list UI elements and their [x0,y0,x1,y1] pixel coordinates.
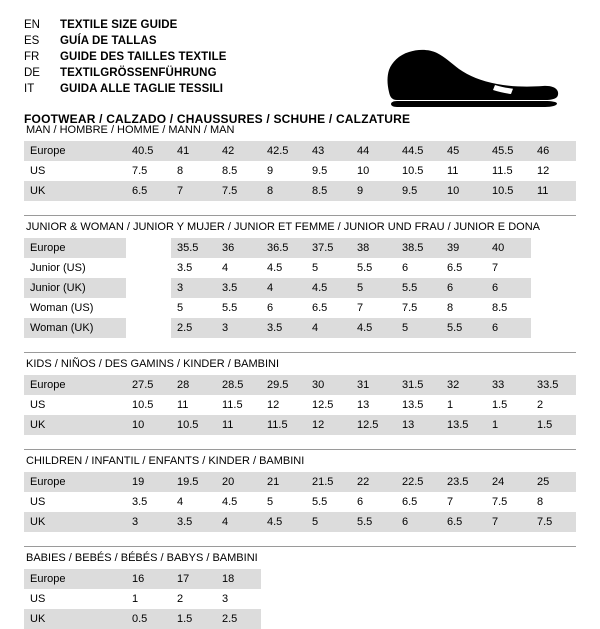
size-cell: 20 [216,472,261,492]
size-cell: 30 [306,375,351,395]
size-cell: 3.5 [216,278,261,298]
size-cell: 37.5 [306,238,351,258]
size-cell: 5 [171,298,216,318]
size-cell: 8 [531,492,576,512]
table-row [24,278,576,298]
footwear-title: FOOTWEAR / CALZADO / CHAUSSURES / SCHUHE / CALZATURE [24,112,411,126]
language-row [24,66,227,82]
size-cell: 7.5 [486,492,531,512]
size-table-body [24,238,576,338]
table-row [24,609,576,629]
size-cell: 7 [486,512,531,532]
size-cell: 36.5 [261,238,306,258]
size-cell: 41 [171,141,216,161]
size-cell: 6.5 [396,492,441,512]
size-cell: 38.5 [396,238,441,258]
size-cell [441,589,486,609]
size-cell: 8.5 [216,161,261,181]
size-cell: 22.5 [396,472,441,492]
size-table [24,375,576,435]
language-code: ES [24,35,40,47]
size-cell: 8.5 [486,298,531,318]
size-cell: 43 [306,141,351,161]
size-cell [126,238,171,258]
size-cell: 38 [351,238,396,258]
row-label: US [24,161,126,181]
size-cell [531,609,576,629]
size-cell: 5.5 [396,278,441,298]
row-label: US [24,492,126,512]
size-cell: 42 [216,141,261,161]
size-cell: 44 [351,141,396,161]
size-cell [306,569,351,589]
row-label: Junior (UK) [24,278,126,298]
row-label: Europe [24,238,126,258]
size-cell [486,609,531,629]
table-row [24,472,576,492]
size-cell: 4.5 [351,318,396,338]
size-cell: 18 [216,569,261,589]
size-cell: 6.5 [441,512,486,532]
size-cell [261,609,306,629]
size-cell: 11 [171,395,216,415]
row-label: Europe [24,141,126,161]
size-cell: 6 [441,278,486,298]
size-cell [531,589,576,609]
size-cell: 12.5 [306,395,351,415]
size-cell [126,318,171,338]
size-cell: 31 [351,375,396,395]
language-title-body [24,18,227,98]
sections-container [24,124,576,629]
size-cell: 6 [396,512,441,532]
size-table [24,569,576,629]
size-cell: 10 [441,181,486,201]
size-cell: 12 [531,161,576,181]
size-cell: 29.5 [261,375,306,395]
size-cell [531,278,576,298]
size-cell: 7.5 [531,512,576,532]
size-cell: 21 [261,472,306,492]
size-cell: 2 [531,395,576,415]
size-table-body [24,569,576,629]
size-cell [126,258,171,278]
table-row [24,181,576,201]
size-cell: 7 [171,181,216,201]
size-cell: 8 [441,298,486,318]
section-title: CHILDREN / INFANTIL / ENFANTS / KINDER / BAMBINI [24,449,576,472]
size-cell [351,589,396,609]
size-cell: 7.5 [396,298,441,318]
table-row [24,375,576,395]
size-cell: 5.5 [216,298,261,318]
size-cell: 24 [486,472,531,492]
size-cell: 8.5 [306,181,351,201]
table-row [24,318,576,338]
size-cell: 27.5 [126,375,171,395]
size-table [24,238,576,338]
size-cell: 10.5 [396,161,441,181]
size-cell: 39 [441,238,486,258]
size-cell: 5 [396,318,441,338]
size-cell: 13 [351,395,396,415]
size-table-body [24,141,576,201]
row-label: Europe [24,569,126,589]
size-cell: 11 [216,415,261,435]
size-cell: 5 [261,492,306,512]
table-row [24,298,576,318]
size-cell: 5 [306,258,351,278]
row-label: Woman (UK) [24,318,126,338]
size-cell: 28 [171,375,216,395]
table-row [24,492,576,512]
size-cell: 12 [261,395,306,415]
row-label: US [24,395,126,415]
size-cell: 7.5 [126,161,171,181]
size-cell: 28.5 [216,375,261,395]
section-title: MAN / HOMBRE / HOMME / MANN / MAN [26,124,235,136]
size-cell: 10 [351,161,396,181]
size-cell: 3 [171,278,216,298]
size-cell: 10.5 [126,395,171,415]
size-cell: 7 [441,492,486,512]
row-label: UK [24,415,126,435]
size-cell: 19.5 [171,472,216,492]
size-cell: 5.5 [351,512,396,532]
language-code: IT [24,83,35,95]
size-cell: 13 [396,415,441,435]
size-cell: 40 [486,238,531,258]
language-row [24,82,227,98]
size-cell [396,569,441,589]
table-row [24,238,576,258]
language-title: TEXTILE SIZE GUIDE [60,19,178,31]
size-cell: 3.5 [261,318,306,338]
section-title: JUNIOR & WOMAN / JUNIOR Y MUJER / JUNIOR ET FEMME / JUNIOR UND FRAU / JUNIOR E DONA [24,215,576,238]
size-section [24,215,576,338]
size-cell: 6 [486,278,531,298]
size-cell [531,258,576,278]
row-label: Europe [24,375,126,395]
size-cell [441,569,486,589]
size-cell: 5.5 [351,258,396,278]
size-table-body [24,375,576,435]
size-cell: 11 [531,181,576,201]
size-cell: 6.5 [126,181,171,201]
row-label: UK [24,512,126,532]
size-section [24,546,576,629]
size-cell [531,238,576,258]
size-cell: 3.5 [126,492,171,512]
size-cell: 25 [531,472,576,492]
language-row [24,34,227,50]
size-cell: 3 [216,318,261,338]
size-cell: 5.5 [441,318,486,338]
size-cell: 1 [441,395,486,415]
size-cell: 1.5 [171,609,216,629]
size-cell: 6 [261,298,306,318]
language-title: GUIDE DES TAILLES TEXTILE [60,51,227,63]
size-cell: 3 [216,589,261,609]
size-cell: 33.5 [531,375,576,395]
size-table [24,141,576,201]
size-cell: 5 [351,278,396,298]
size-cell: 40.5 [126,141,171,161]
size-cell [531,318,576,338]
size-cell: 13.5 [441,415,486,435]
size-cell: 11 [441,161,486,181]
size-cell: 10.5 [171,415,216,435]
language-code: EN [24,19,40,31]
size-cell: 3 [126,512,171,532]
size-cell [351,569,396,589]
size-cell: 4.5 [216,492,261,512]
size-cell: 32 [441,375,486,395]
language-code: FR [24,51,40,63]
language-code: DE [24,67,40,79]
size-table-body [24,472,576,532]
size-cell: 21.5 [306,472,351,492]
language-title: TEXTILGRÖSSENFÜHRUNG [60,67,217,79]
size-cell: 23.5 [441,472,486,492]
size-cell: 4 [306,318,351,338]
size-cell: 8 [261,181,306,201]
table-row [24,161,576,181]
language-row [24,18,227,34]
table-row [24,569,576,589]
size-cell: 17 [171,569,216,589]
row-label: Europe [24,472,126,492]
size-cell [261,569,306,589]
size-section [24,124,576,201]
size-cell [441,609,486,629]
size-cell: 5 [306,512,351,532]
size-cell: 2.5 [171,318,216,338]
size-cell [126,298,171,318]
table-row [24,512,576,532]
size-cell: 6.5 [441,258,486,278]
size-cell: 22 [351,472,396,492]
size-cell: 33 [486,375,531,395]
size-cell: 7 [351,298,396,318]
size-cell: 3.5 [171,512,216,532]
size-cell: 10.5 [486,181,531,201]
size-cell: 12.5 [351,415,396,435]
row-label: UK [24,609,126,629]
table-row [24,141,576,161]
size-cell: 6 [486,318,531,338]
size-cell: 16 [126,569,171,589]
section-title: KIDS / NIÑOS / DES GAMINS / KINDER / BAMBINI [24,352,576,375]
row-label: UK [24,181,126,201]
size-cell: 42.5 [261,141,306,161]
size-cell [351,609,396,629]
size-cell: 4 [216,512,261,532]
row-label: US [24,589,126,609]
size-cell: 13.5 [396,395,441,415]
size-cell: 36 [216,238,261,258]
size-cell: 8 [171,161,216,181]
size-cell: 1.5 [531,415,576,435]
size-cell: 1 [486,415,531,435]
size-cell: 6 [351,492,396,512]
size-cell: 7.5 [216,181,261,201]
table-row [24,589,576,609]
size-cell: 12 [306,415,351,435]
size-section [24,352,576,435]
size-cell: 4 [261,278,306,298]
size-cell: 9 [351,181,396,201]
size-cell: 9.5 [396,181,441,201]
size-cell [531,569,576,589]
size-table [24,472,576,532]
size-cell: 9 [261,161,306,181]
size-cell: 4.5 [261,258,306,278]
header [24,18,576,126]
size-cell: 11.5 [216,395,261,415]
size-cell: 6 [396,258,441,278]
size-cell: 5.5 [306,492,351,512]
size-cell [306,609,351,629]
section-title: BABIES / BEBÉS / BÉBÉS / BABYS / BAMBINI [24,546,576,569]
size-cell [531,298,576,318]
row-label: Junior (US) [24,258,126,278]
size-section [24,449,576,532]
table-row [24,395,576,415]
size-cell: 4 [171,492,216,512]
dress-shoe-icon [377,40,562,110]
size-cell: 6.5 [306,298,351,318]
size-cell: 19 [126,472,171,492]
size-cell [486,569,531,589]
size-cell: 45.5 [486,141,531,161]
table-row [24,415,576,435]
size-cell: 1.5 [486,395,531,415]
size-cell [261,589,306,609]
size-cell: 35.5 [171,238,216,258]
size-cell: 2 [171,589,216,609]
size-cell: 45 [441,141,486,161]
size-cell: 46 [531,141,576,161]
size-cell: 7 [486,258,531,278]
size-cell: 4 [216,258,261,278]
size-cell: 9.5 [306,161,351,181]
size-cell: 10 [126,415,171,435]
size-cell: 4.5 [261,512,306,532]
size-cell: 0.5 [126,609,171,629]
row-label: Woman (US) [24,298,126,318]
size-cell: 3.5 [171,258,216,278]
size-cell [396,609,441,629]
size-cell [126,278,171,298]
size-cell: 31.5 [396,375,441,395]
size-cell: 11.5 [486,161,531,181]
language-row [24,50,227,66]
size-cell [486,589,531,609]
size-cell [306,589,351,609]
size-cell: 44.5 [396,141,441,161]
table-row [24,258,576,278]
language-title-table [24,18,227,98]
size-cell [396,589,441,609]
size-cell: 1 [126,589,171,609]
size-cell: 4.5 [306,278,351,298]
language-title: GUIDA ALLE TAGLIE TESSILI [60,83,224,95]
language-title: GUÍA DE TALLAS [60,35,157,47]
size-cell: 2.5 [216,609,261,629]
size-cell: 11.5 [261,415,306,435]
